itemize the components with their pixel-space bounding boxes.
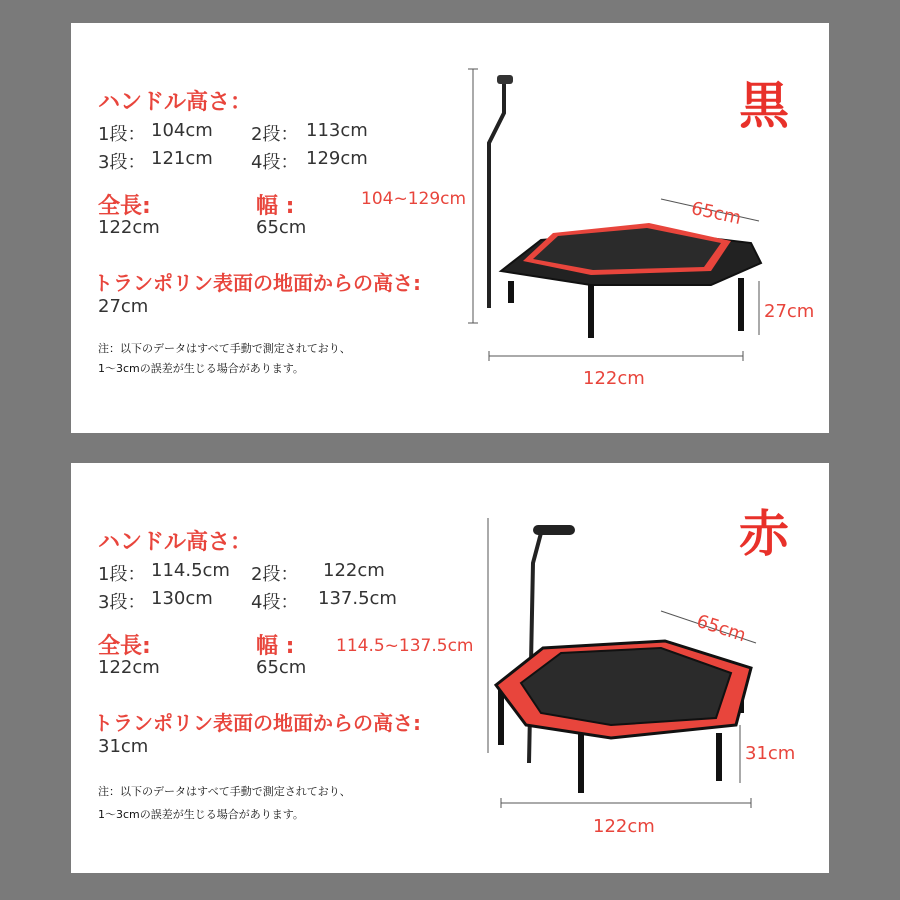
dim-side: 65cm: [689, 197, 743, 230]
level-4-value: 129cm: [306, 148, 368, 169]
width-value: 65cm: [256, 217, 307, 238]
handle-height-title: ハンドル高さ：: [98, 90, 253, 115]
level-4-label: 4段：: [251, 152, 299, 173]
handle-height-title: ハンドル高さ：: [98, 530, 253, 555]
color-label: 赤: [739, 505, 789, 563]
level-2-value: 122cm: [323, 560, 385, 581]
level-3-label: 3段：: [98, 592, 146, 613]
width-title: 幅 :: [256, 634, 295, 659]
length-title: 全長:: [98, 634, 151, 659]
level-2-label: 2段：: [251, 124, 299, 145]
surface-height-title: トランポリン表面の地面からの高さ:: [93, 711, 421, 735]
note-line-1: 注：以下のデータはすべて手動で測定されており、: [98, 342, 351, 355]
dim-length: 122cm: [583, 368, 645, 389]
level-2-label: 2段：: [251, 564, 299, 585]
dim-handle-height: 114.5~137.5cm: [336, 636, 474, 656]
level-3-label: 3段：: [98, 152, 146, 173]
dim-side: 65cm: [693, 610, 749, 647]
note-line-2: 1～3cmの誤差が生じる場合があります。: [98, 362, 304, 375]
level-1-label: 1段：: [98, 124, 146, 145]
spec-panel-red: [71, 463, 829, 873]
note-line-1: 注：以下のデータはすべて手動で測定されており、: [98, 785, 351, 798]
width-value: 65cm: [256, 657, 307, 678]
surface-height-value: 27cm: [98, 296, 149, 317]
level-2-value: 113cm: [306, 120, 368, 141]
color-label: 黒: [739, 77, 789, 135]
surface-height-value: 31cm: [98, 736, 149, 757]
length-value: 122cm: [98, 657, 160, 678]
dim-handle-height: 104~129cm: [361, 189, 467, 209]
dim-leg-height: 31cm: [745, 743, 796, 764]
length-value: 122cm: [98, 217, 160, 238]
dim-length: 122cm: [593, 816, 655, 837]
length-title: 全長:: [98, 194, 151, 219]
dim-leg-height: 27cm: [764, 301, 815, 322]
level-3-value: 130cm: [151, 588, 213, 609]
spec-panel-black: [71, 23, 829, 433]
level-3-value: 121cm: [151, 148, 213, 169]
trampoline-black-illustration: [71, 23, 829, 433]
level-4-label: 4段：: [251, 592, 299, 613]
width-title: 幅 :: [256, 194, 295, 219]
level-4-value: 137.5cm: [318, 588, 397, 609]
trampoline-red-illustration: [71, 463, 829, 873]
level-1-value: 114.5cm: [151, 560, 230, 581]
level-1-label: 1段：: [98, 564, 146, 585]
surface-height-title: トランポリン表面の地面からの高さ:: [93, 271, 421, 295]
level-1-value: 104cm: [151, 120, 213, 141]
note-line-2: 1～3cmの誤差が生じる場合があります。: [98, 808, 304, 821]
